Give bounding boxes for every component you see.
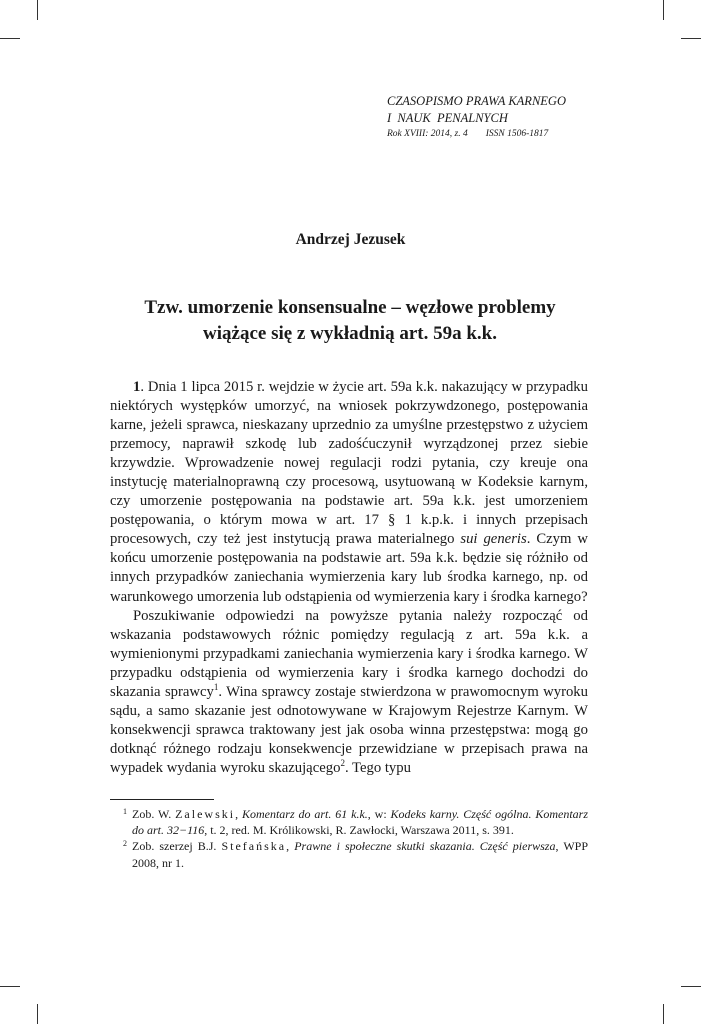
footnote-number: 1 bbox=[123, 807, 127, 816]
article-title bbox=[110, 295, 590, 347]
title-line-1: Tzw. umorzenie konsensualne – węzłowe problemy bbox=[144, 297, 556, 318]
article-body bbox=[110, 378, 588, 778]
paragraph-2 bbox=[110, 607, 588, 778]
footnote-2 bbox=[110, 838, 588, 870]
paragraph-2-text-a: Poszukiwanie odpowiedzi na powyższe pytania należy rozpocząć od wskazania podstawowych różnic pomiędzy regulacją z art. 59a k.k. a wymienionymi przypadkami zaniechania wymierzenia kary i środka karnego. W przypadku odstąpienia od wymierzenia kary i środka karnego dochodzi do skazania sprawcy bbox=[110, 607, 588, 700]
footnote-number: 2 bbox=[123, 839, 127, 849]
crop-mark-bottom-left bbox=[37, 1004, 38, 1024]
footnote-1 bbox=[110, 806, 588, 838]
footnote-ref-1[interactable]: 1 bbox=[213, 681, 219, 692]
journal-name-line1: CZASOPISMO PRAWA KARNEGO bbox=[387, 94, 566, 108]
crop-mark-bottom-right bbox=[663, 1004, 664, 1024]
title-line-2: wiążące się z wykładnią art. 59a k.k. bbox=[203, 323, 497, 344]
fn2-prefix: Zob. szerzej B.J. bbox=[132, 839, 222, 854]
footnote-text bbox=[132, 838, 588, 870]
crop-mark-top-right bbox=[663, 0, 664, 20]
footnotes bbox=[110, 806, 588, 871]
crop-mark-top-left bbox=[37, 0, 38, 20]
journal-header bbox=[387, 93, 587, 141]
author-name: Andrzej Jezusek bbox=[295, 231, 406, 248]
fn1-suffix: , t. 2, red. M. Królikowski, R. Zawłocki, Warszawa 2011, s. 391. bbox=[204, 823, 514, 838]
fn1-author: Zalewski bbox=[175, 807, 236, 821]
journal-meta bbox=[387, 127, 587, 141]
paragraph-1 bbox=[110, 378, 588, 607]
fn1-prefix: Zob. W. bbox=[132, 807, 176, 821]
paragraph-1-italic: sui generis bbox=[460, 531, 527, 548]
fn1-work: Komentarz do art. 61 k.k. bbox=[241, 807, 368, 821]
crop-mark-left-lower bbox=[0, 986, 20, 987]
fn1-sep: , bbox=[235, 807, 242, 821]
fn2-work: Prawne i społeczne skutki skazania. Część pierwsza bbox=[294, 839, 556, 854]
paragraph-1-text-b: . Czym w końcu umorzenie postępowania na podstawie art. 59a k.k. będzie się różniło od innych przypadków zaniechania wymierzenia kary lub środka karnego, np. od warunkowego umorzenia lub odstąpienia od wymierzenia kary i środka karnego? bbox=[110, 531, 588, 605]
footnote-text bbox=[132, 806, 588, 838]
fn2-sep: , bbox=[286, 839, 295, 854]
paragraph-2-text-c: . Tego typu bbox=[344, 759, 411, 776]
footnote-ref-2[interactable]: 2 bbox=[340, 758, 345, 769]
journal-volume: Rok XVIII: 2014, z. 4 bbox=[387, 129, 468, 139]
fn2-suffix: , WPP 2008, nr 1. bbox=[132, 839, 588, 870]
fn1-work2: Kodeks karny. Część ogólna. Komentarz do art. 32−116 bbox=[132, 807, 589, 838]
crop-mark-left-upper bbox=[0, 38, 20, 39]
crop-mark-right-upper bbox=[681, 38, 701, 39]
fn1-sep2: , w: bbox=[367, 807, 391, 821]
journal-issn: ISSN 1506-1817 bbox=[485, 129, 549, 139]
crop-mark-right-lower bbox=[681, 986, 701, 987]
footnote-separator bbox=[110, 799, 214, 800]
paragraph-2-text-b: . Wina sprawcy zostaje stwierdzona w prawomocnym wyroku sądu, a samo skazanie jest odnotowywane w Krajowym Rejestrze Karnym. W konsekwencji sprawca traktowany jest jak osoba winna przestępstwa: mogą go dotknąć różnego rodzaju konsekwencje przewidziane w przepisach prawa na wypadek wydania wyroku skazującego bbox=[110, 683, 588, 776]
journal-name-line2: I NAUK PENALNYCH bbox=[387, 111, 508, 125]
fn2-author: Stefańska bbox=[221, 839, 287, 854]
section-number: 1 bbox=[133, 379, 141, 395]
paragraph-1-text-a: . Dnia 1 lipca 2015 r. wejdzie w życie art. 59a k.k. nakazujący w przypadku niektórych występków umorzyć, na wniosek pokrzywdzonego, postępowania karne, jeżeli sprawca, nieskazany uprzednio za umyślne przestępstwo z użyciem przemocy, naprawił szkodę lub zadośćuczynił wyrządzonej przez siebie krzywdzie. Wprowadzenie nowej regulacji rodzi pytania, czy kreuje ona instytucję materialnoprawną czy procesową, usytuowaną w Kodeksie karnym, czy umorzenie postępowania na podstawie art. 59a k.k. jest umorzeniem postępowania, o którym mowa w art. 17 § 1 k.p.k. i innych przepisach procesowych, czy też jest instytucją prawa materialnego bbox=[110, 379, 588, 548]
